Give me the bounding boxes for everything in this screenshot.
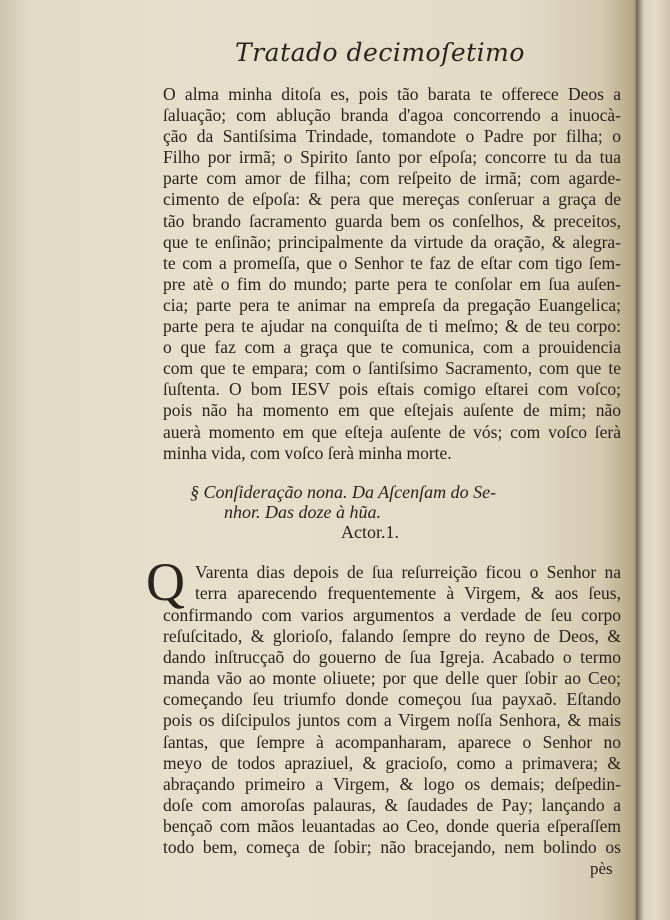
heading-line: § Conſideração nona. Da Aſcenſam do Se- [190, 482, 497, 502]
text-line: cimento de eſpoſa: & pera que mereças conſeruar a graça de [163, 189, 621, 210]
text-line: pre atè o fim do mundo; parte pera te conſolar em ſua auſen- [163, 273, 621, 294]
text-line: meyo de todos apraziuel, & gracioſo, como a primavera; & [163, 752, 621, 773]
text-line: confirmando com varios argumentos a verdade de ſeu corpo [163, 605, 621, 625]
paragraph-2-indented [195, 562, 621, 604]
text-line: minha vida, com voſco ſerà minha morte. [163, 442, 452, 463]
text-line: ção da Santiſsima Trindade, tomandote o Padre por filha; o [163, 126, 621, 147]
scripture-reference: Actor.1. [341, 522, 399, 542]
text-line: pois não ha momento em que eſtejais auſente de mim; não [163, 400, 621, 421]
text-line: dando inſtrucçaõ do gouerno de ſua Igreja. Acabado o termo [163, 647, 621, 668]
paragraph-2 [163, 605, 621, 858]
page-edge [636, 0, 670, 920]
text-line: ſuſtenta. O bom IESV pois eſtais comigo eſtarei com voſco; [163, 379, 621, 400]
catchword: pès [590, 859, 613, 878]
text-line: começando ſeu triumfo donde começou ſua payxaõ. Eſtando [163, 689, 621, 710]
text-line: O alma minha ditoſa es, pois tão barata te offerece Deos a [163, 84, 621, 104]
text-line: cia; parte pera te animar na empreſa da pregação Euangelica; [163, 294, 621, 315]
text-line: te com a promeſſa, que o Senhor te faz de eſtar com tigo ſem- [163, 252, 621, 273]
text-line: reſuſcitado, & glorioſo, falando ſempre do reyno de Deos, & [163, 626, 621, 647]
text-line: que te enſinão; principalmente da virtude da oração, & alegra- [163, 231, 621, 252]
section-heading [190, 482, 570, 522]
text-line: auerà momento em que eſteja auſente de vós; com voſco ſerà [163, 421, 621, 442]
text-line: Filho por irmã; o Spirito ſanto por eſpoſa; concorre tu da tua [163, 147, 621, 168]
text-line: Varenta dias depois de ſua reſurreição ficou o Senhor na [195, 562, 621, 582]
text-line: com que te empara; com o ſantiſsimo Sacramento, com que te [163, 358, 621, 379]
heading-line: nhor. Das doze à hũa. [224, 502, 382, 522]
text-line: tão brando ſacramento guarda bem os conſelhos, & preceitos, [163, 210, 621, 231]
text-line: todo bem, começa de ſobir; não bracejando, nem bolindo os [163, 837, 621, 858]
text-line: ſaluação; com ablução branda d'agoa concorrendo a inuocà- [163, 105, 621, 126]
running-head: Tratado decimoſetimo [235, 38, 525, 67]
text-line: terra aparecendo frequentemente à Virgem, & aos ſeus, [195, 583, 621, 604]
text-line: ſantas, que ſempre à acompanharam, aparece o Senhor no [163, 731, 621, 752]
text-line: manda vão ao monte oliuete; por que delle quer ſobir ao Ceo; [163, 668, 621, 689]
text-line: o que faz com a graça que te comunica, com a prouidencia [163, 337, 621, 358]
text-line: bençaõ com mãos leuantadas ao Ceo, donde queria eſperaſſem [163, 815, 621, 836]
paragraph-1 [163, 84, 621, 464]
drop-cap: Q [146, 552, 185, 612]
text-line: pois os diſcipulos juntos com a Virgem noſſa Senhora, & mais [163, 710, 621, 731]
text-line: doſe com amoroſas palauras, & ſaudades de Pay; lançando a [163, 794, 621, 815]
text-line: parte pera te ajudar na conquiſta de ti meſmo; & de teu corpo: [163, 316, 621, 337]
text-line: abraçando primeiro a Virgem, & logo os demais; deſpedin- [163, 773, 621, 794]
text-line: parte com amor de filha; com reſpeito de irmã; com agarde- [163, 168, 621, 189]
